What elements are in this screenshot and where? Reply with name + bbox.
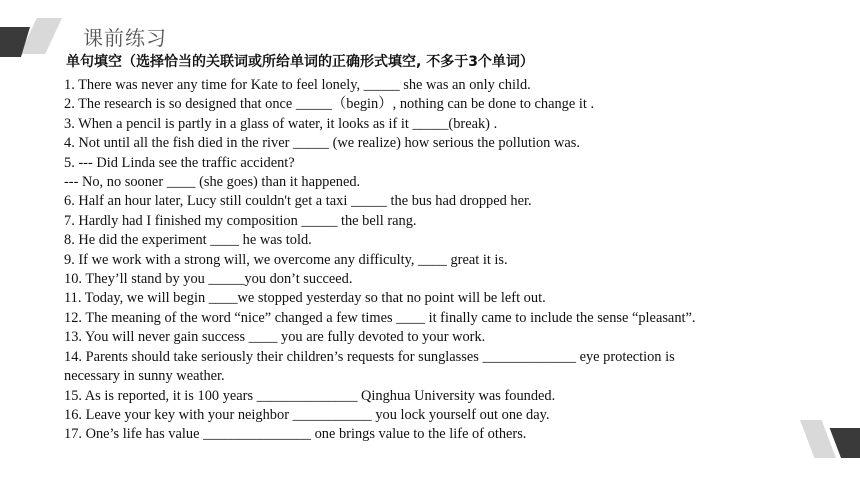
exercise-list	[64, 76, 804, 445]
exercise-line: 6. Half an hour later, Lucy still couldn't get a taxi _____ the bus had dropped her.	[64, 193, 532, 210]
exercise-line: 10. They’ll stand by you _____you don’t succeed.	[64, 271, 353, 288]
exercise-line: 1. There was never any time for Kate to feel lonely, _____ she was an only child.	[64, 77, 531, 93]
exercise-line: 14. Parents should take seriously their children’s requests for sunglasses _____________ eye protection is	[64, 348, 675, 365]
exercise-line: 5. --- Did Linda see the traffic accident?	[64, 154, 295, 171]
exercise-line: 8. He did the experiment ____ he was told.	[64, 232, 312, 249]
exercise-line: 7. Hardly had I finished my composition _____ the bell rang.	[64, 212, 417, 229]
exercise-line: 16. Leave your key with your neighbor ___________ you lock yourself out one day.	[64, 406, 550, 423]
exercise-line: 13. You will never gain success ____ you are fully devoted to your work.	[64, 329, 486, 346]
exercise-line: 17. One’s life has value _______________ one brings value to the life of others.	[64, 426, 527, 443]
exercise-line: 12. The meaning of the word “nice” changed a few times ____ it finally came to include the sense “pleasant”.	[64, 309, 696, 326]
corner-decoration-bottom-right-light	[800, 420, 836, 458]
exercise-line: 11. Today, we will begin ____we stopped yesterday so that no point will be left out.	[64, 290, 546, 307]
exercise-line: 9. If we work with a strong will, we overcome any difficulty, ____ great it is.	[64, 251, 508, 268]
slide-title: 课前练习	[83, 26, 167, 50]
exercise-line: 2. The research is so designed that once _____（begin）, nothing can be done to change it .	[64, 96, 595, 113]
exercise-line: necessary in sunny weather.	[64, 368, 225, 385]
exercise-line: --- No, no sooner ____ (she goes) than it happened.	[64, 174, 361, 191]
exercise-line: 4. Not until all the fish died in the river _____ (we realize) how serious the pollution was.	[64, 135, 580, 152]
exercise-line: 15. As is reported, it is 100 years ______________ Qinghua University was founded.	[64, 387, 556, 404]
exercise-instructions: 单句填空（选择恰当的关联词或所给单词的正确形式填空, 不多于3个单词）	[66, 54, 534, 70]
exercise-line: 3. When a pencil is partly in a glass of water, it looks as if it _____(break) .	[64, 115, 498, 132]
